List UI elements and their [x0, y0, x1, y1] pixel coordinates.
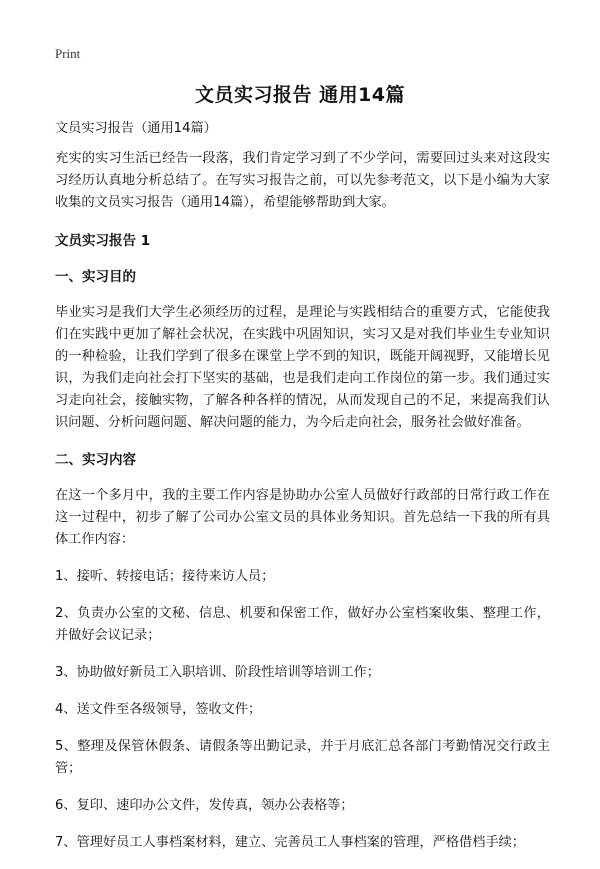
list-item: 3、协助做好新员工入职培训、阶段性培训等培训工作； [55, 665, 380, 680]
report-heading: 文员实习报告 1 [55, 233, 151, 249]
section-purpose-body: 毕业实习是我们大学生必须经历的过程，是理论与实践相结合的重要方式，它能使我们在实践中更加了解社会状况，在实践中巩固知识，实习又是对我们毕业生专业知识的一种检验，让我们学到了很多在课堂上学不到的知识，既能开阔视野，又能增长见识，为我们走向社会打下坚实的基础，也是我们走向工作岗位的第一步。我们通过实习走向社会，接触实物，了解各种各样的情况，从而发现自己的不足，来提高我们认识问题、分析问题问题、解决问题的能力，为今后走向社会，服务社会做好准备。 [55, 305, 550, 430]
section-heading-content: 二、实习内容 [55, 452, 136, 468]
list-item: 5、整理及保管休假条、请假条等出勤记录，并于月底汇总各部门考勤情况交行政主管； [55, 739, 550, 776]
list-item: 6、复印、速印办公文件，发传真，领办公表格等； [55, 798, 354, 813]
document-subtitle: 文员实习报告（通用14篇） [55, 121, 217, 136]
list-item: 7、管理好员工人事档案材料，建立、完善员工人事档案的管理，严格借档手续； [55, 835, 525, 850]
list-item: 4、送文件至各级领导，签收文件； [55, 702, 262, 717]
list-item: 1、接听、转接电话；接待来访人员； [55, 569, 275, 584]
intro-paragraph: 充实的实习生活已经告一段落，我们肯定学习到了不少学问，需要回过头来对这段实习经历认真地分析总结了。在写实习报告之前，可以先参考范文，以下是小编为大家收集的文员实习报告（通用14篇），希望能够帮助到大家。 [55, 151, 550, 210]
print-label[interactable]: Print [55, 46, 81, 61]
list-item: 2、负责办公室的文秘、信息、机要和保密工作，做好办公室档案收集、整理工作，并做好会议记录； [55, 606, 550, 643]
document-body [55, 118, 550, 869]
section-content-body: 在这一个多月中，我的主要工作内容是协助办公室人员做好行政部的日常行政工作在这一过程中，初步了解了公司办公室文员的具体业务知识。首先总结一下我的所有具体工作内容： [55, 488, 550, 547]
section-heading-purpose: 一、实习目的 [55, 269, 136, 285]
page-title: 文员实习报告 通用14篇 [194, 84, 406, 106]
